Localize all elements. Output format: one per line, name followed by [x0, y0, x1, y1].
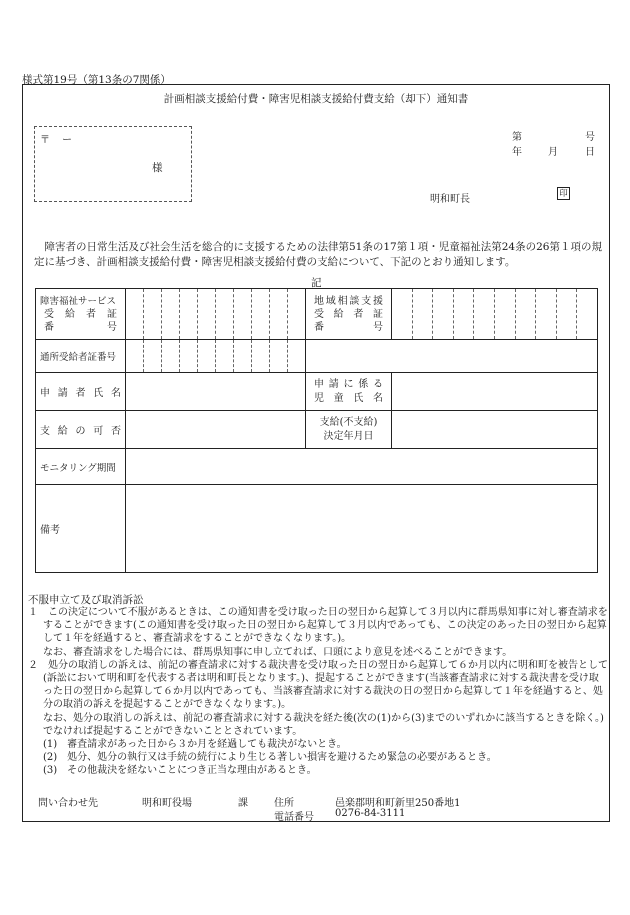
decision-label: 支給の可否 — [36, 411, 126, 449]
appeal-notice — [28, 606, 608, 778]
tsusho-number-cells — [126, 340, 306, 373]
issuer-mayor: 明和町長 — [430, 194, 470, 205]
contact-phone-label: 電話番号 — [274, 812, 314, 823]
document-title: 計画相談支援給付費・障害児相談支援給付費支給（却下）通知書 — [163, 93, 469, 105]
recipient-honorific: 様 — [152, 162, 163, 174]
appeal-paragraph-2: ２ 処分の取消しの訴えは、前記の審査請求に対する裁決書を受け取った日の翌日から起算して６か月以内に明和町を被告として(訴訟において明和町を代表する者は明和町長となります。)、提起することができます(当該審査請求に対する裁決書を受け取った日の翌日から起算して６か月以内であっても、当該審査請求に対する裁決の日の翌日から起算して１年を経過すると、処分の取消の訴えを提起することができなくなります。)。 — [28, 659, 608, 711]
contact-address-label: 住所 — [274, 798, 294, 809]
table-row — [36, 373, 598, 411]
welfare-label-line3: 番号 — [44, 321, 117, 333]
welfare-number-cells — [126, 289, 306, 340]
form-number: 様式第19号（第13条の7関係） — [22, 74, 171, 86]
table-row — [36, 411, 598, 449]
contact-office: 明和町役場 — [142, 798, 192, 809]
tsusho-blank — [306, 340, 598, 373]
appeal-paragraph-1b: なお、審査請求をした場合には、群馬県知事に申し立てれば、口頭により意見を述べることができます。 — [43, 646, 513, 658]
child-label-line1: 申請に係る — [314, 378, 383, 390]
appeal-paragraph-1: １ この決定について不服があるときは、この通知書を受け取った日の翌日から起算して３月以内に群馬県知事に対し審査請求をすることができます(この通知書を受け取った日の翌日から起算して３月以内であっても、この決定のあった日の翌日から起算して１年を経過すると、審査請求をすることができなくなります。)。 — [28, 607, 608, 645]
ki-marker: 記 — [311, 277, 322, 289]
contact-phone: 0276-84-3111 — [335, 808, 406, 819]
regional-label-line1: 地域相談支援 — [314, 295, 383, 307]
table-row — [36, 340, 598, 373]
date-day: 日 — [585, 147, 595, 158]
decision-date-line2: 決定年月日 — [323, 430, 374, 442]
decision-date-value — [392, 411, 598, 449]
welfare-label-line1: 障害福祉サービス — [40, 295, 117, 307]
regional-number-cells — [392, 289, 598, 340]
postal-code-mark: 〒 ー — [40, 135, 73, 146]
table-row — [36, 485, 598, 573]
welfare-label-line2: 受給者証 — [44, 308, 117, 320]
decision-date-line1: 支給(不支給) — [319, 416, 378, 428]
regional-label-line3: 番号 — [314, 321, 383, 333]
notice-body: 障害者の日常生活及び社会生活を総合的に支援するための法律第51条の17第１項・児童福祉法第24条の26第１項の規定に基づき、計画相談支援給付費・障害児相談支援給付費の支給について、下記のとおり通知します。 — [34, 241, 602, 268]
appeal-paragraph-2b: なお、処分の取消しの訴えは、前記の審査請求に対する裁決を経た後(次の(1)から(3)までのいずれかに該当するときを除く。)でなければ提起することができないこととされています。 — [43, 712, 604, 737]
applicant-name-value — [126, 373, 306, 411]
appeal-item-2: (2) 処分、処分の執行又は手続の続行により生じる著しい損害を避けるため緊急の必要があるとき。 — [43, 752, 497, 764]
applicant-name-label: 申請者氏名 — [36, 373, 126, 411]
remarks-label: 備考 — [36, 485, 126, 573]
child-name-value — [392, 373, 598, 411]
child-label-line2: 児童氏名 — [314, 392, 383, 404]
welfare-number-label — [36, 289, 126, 340]
monitoring-period-label: モニタリング期間 — [36, 449, 126, 485]
seal-stamp: 印 — [557, 187, 570, 200]
info-table — [35, 288, 598, 573]
monitoring-period-value — [126, 449, 598, 485]
contact-address: 邑楽郡明和町新里250番地1 — [335, 798, 461, 809]
child-name-label — [306, 373, 392, 411]
doc-number-prefix: 第 — [512, 132, 522, 143]
table-row — [36, 449, 598, 485]
decision-value — [126, 411, 306, 449]
regional-number-label — [306, 289, 392, 340]
appeal-item-3: (3) その他裁決を経ないことにつき正当な理由があるとき。 — [43, 765, 317, 777]
appeal-heading: 不服申立て及び取消訴訟 — [28, 594, 144, 606]
tsusho-number-label: 通所受給者証番号 — [36, 340, 126, 373]
doc-number-suffix: 号 — [585, 132, 595, 143]
decision-date-label — [306, 411, 392, 449]
appeal-item-1: (1) 審査請求があった日から３か月を経過しても裁決がないとき。 — [43, 739, 347, 751]
contact-label: 問い合わせ先 — [38, 798, 98, 809]
remarks-value — [126, 485, 598, 573]
date-month: 月 — [548, 147, 558, 158]
table-row — [36, 289, 598, 340]
date-year: 年 — [512, 147, 522, 158]
contact-section: 課 — [238, 798, 248, 809]
regional-label-line2: 受給者証 — [314, 308, 383, 320]
